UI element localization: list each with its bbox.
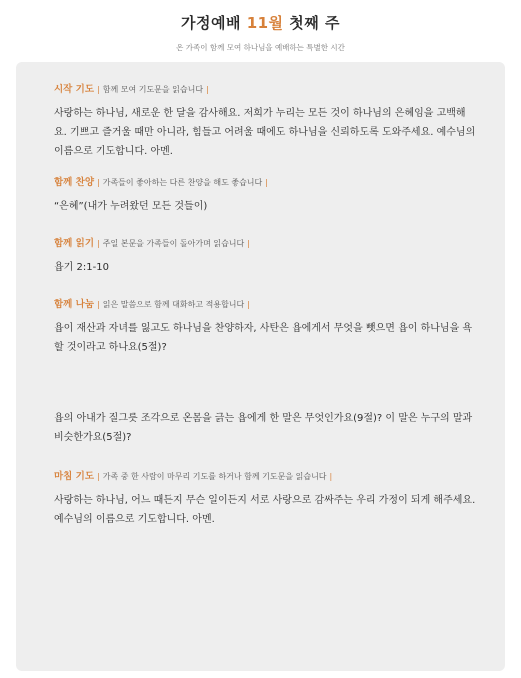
section-header [54, 238, 477, 250]
section-header [54, 84, 477, 96]
section-praise [54, 177, 477, 216]
page-subtitle: 온 가족이 함께 모여 하나님을 예배하는 특별한 시간 [176, 43, 345, 52]
separator: | [97, 472, 100, 481]
section-body: 사랑하는 하나님, 새로운 한 달을 감사해요. 저희가 누리는 모든 것이 하나님의 은혜임을 고백해요. 기쁘고 즐거울 때만 아니라, 힘들고 어려울 때에도 하나님을 신뢰하도록 도와주세요. 예수님의 이름으로 기도합니다. 아멘. [54, 108, 476, 157]
page-title [0, 12, 521, 33]
title-month: 11월 [246, 14, 284, 32]
section-body: 욥기 2:1-10 [54, 262, 109, 273]
separator: | [97, 178, 100, 187]
question-1: 욥이 재산과 자녀를 잃고도 하나님을 찬양하자, 사탄은 욥에게서 무엇을 뺏으면 욥이 하나님을 욕할 것이라고 하나요(5절)? [54, 323, 473, 353]
question-2: 욥의 아내가 질그릇 조각으로 온몸을 긁는 욥에게 한 말은 무엇인가요(9절)? 이 말은 누구의 말과 비슷한가요(5절)? [54, 413, 473, 443]
separator: | [97, 239, 100, 248]
section-header [54, 177, 477, 189]
section-header [54, 471, 477, 483]
section-title: 시작 기도 [54, 84, 95, 95]
section-body: “은혜”(내가 누려왔던 모든 것들이) [54, 201, 208, 212]
section-title: 마침 기도 [54, 471, 95, 482]
title-prefix: 가정예배 [180, 14, 241, 32]
separator: | [329, 472, 333, 481]
separator: | [265, 178, 268, 187]
separator: | [97, 85, 100, 94]
section-desc: 함께 모여 기도문을 읽습니다 [102, 85, 204, 94]
page-header [0, 0, 521, 60]
separator: | [97, 300, 100, 309]
separator: | [206, 85, 209, 94]
section-reading [54, 238, 477, 277]
section-sharing [54, 299, 477, 447]
section-desc: 읽은 말씀으로 함께 대화하고 적용합니다 [102, 300, 245, 309]
section-desc: 가족들이 좋아하는 다른 찬양을 해도 좋습니다 [102, 178, 263, 187]
section-header [54, 299, 477, 311]
section-opening-prayer [54, 84, 477, 161]
section-desc: 가족 중 한 사람이 마무리 기도를 하거나 함께 기도문을 읽습니다 [102, 472, 327, 481]
section-desc: 주일 본문을 가족들이 돌아가며 읽습니다 [102, 239, 245, 248]
title-suffix: 첫째 주 [289, 14, 340, 32]
section-body: 사랑하는 하나님, 어느 때든지 무슨 일이든지 서로 사랑으로 감싸주는 우리 가정이 되게 해주세요. 예수님의 이름으로 기도합니다. 아멘. [54, 495, 476, 525]
section-title: 함께 읽기 [54, 238, 95, 249]
section-title: 함께 찬양 [54, 177, 95, 188]
separator: | [247, 300, 250, 309]
worship-card [16, 62, 505, 671]
section-closing-prayer [54, 471, 477, 529]
section-title: 함께 나눔 [54, 299, 95, 310]
separator: | [247, 239, 250, 248]
